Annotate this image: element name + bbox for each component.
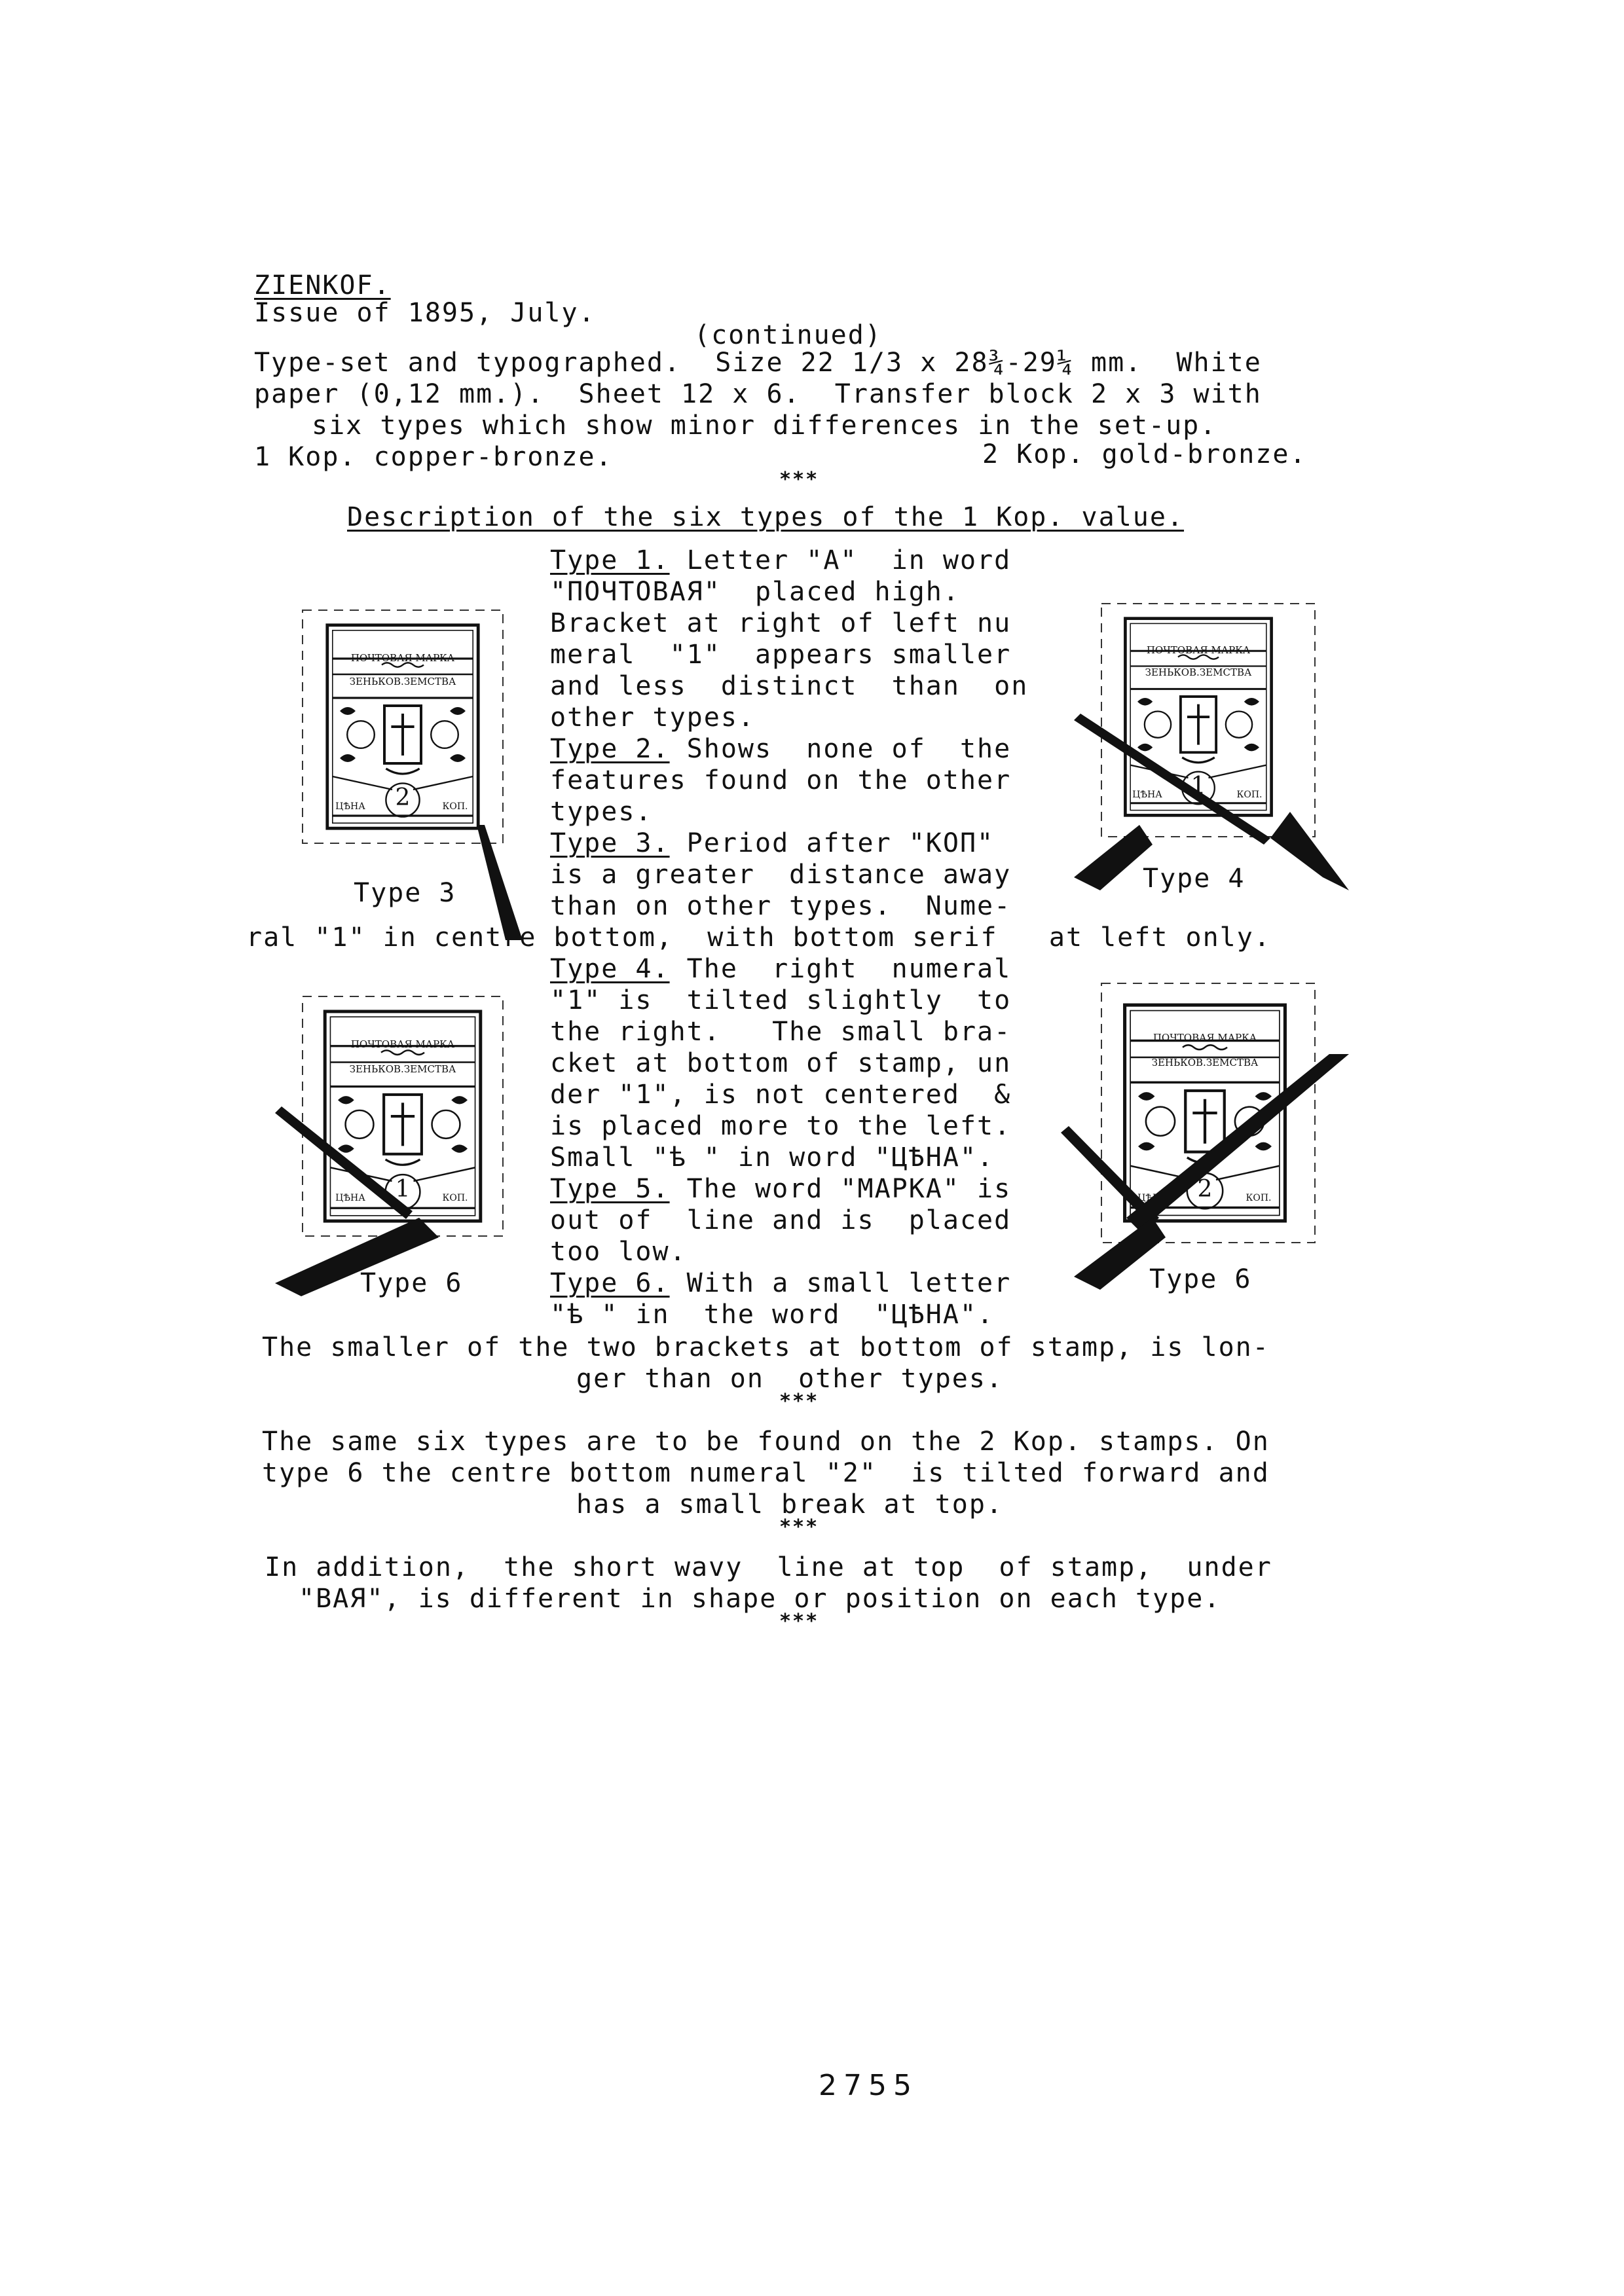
kop2-line: The same six types are to be found on the 2 Kop. stamps. On <box>262 1427 1270 1457</box>
intro-line: Type-set and typographed. Size 22 1/3 x 28¾-29¼ mm. White <box>254 348 1262 378</box>
stamp-top-text: ПОЧТОВАЯ МАРКА <box>1153 1032 1257 1044</box>
figure-caption: Type 6 <box>360 1268 463 1298</box>
type-desc-line <box>550 545 1011 576</box>
type-desc-line: and less distinct than on <box>550 671 1029 701</box>
stamp-mid-text: ЗЕНЬКОВ.ЗЕМСТВА <box>349 1063 456 1075</box>
separator: *** <box>779 468 819 491</box>
type-text: Period after "КОП" <box>669 828 995 858</box>
type-desc-line: is a greater distance away <box>550 860 1012 890</box>
type-desc-line <box>550 733 1011 765</box>
type-desc-line: ral "1" in centre bottom, with bottom serif at left only. <box>246 922 1271 953</box>
type-text: With a small letter <box>669 1268 1012 1298</box>
stamp-top-text: ПОЧТОВАЯ МАРКА <box>1146 644 1251 656</box>
stamp-right-word: КОП. <box>1236 790 1263 800</box>
type-text: The word "МАРКА" is <box>669 1174 1012 1204</box>
stamp-numeral: 2 <box>395 784 411 811</box>
separator: *** <box>779 1390 819 1413</box>
type-desc-line: ger than on other types. <box>576 1364 1004 1394</box>
stamp-left-word: ЦѢНА <box>335 801 365 812</box>
figure-caption: Type 6 <box>1149 1264 1252 1294</box>
type-desc-line: "1" is tilted slightly to <box>550 985 1012 1015</box>
type-desc-line: meral "1" appears smaller <box>550 640 1012 670</box>
addition-line: In addition, the short wavy line at top of stamp, under <box>265 1552 1272 1582</box>
type-desc-line: too low. <box>550 1237 687 1267</box>
stamp-mid-text: ЗЕНЬКОВ.ЗЕМСТВА <box>1145 666 1252 678</box>
type-text: The right numeral <box>669 954 1012 984</box>
pointer-arrow <box>471 825 524 943</box>
stamp-numeral: 2 <box>1197 1176 1213 1203</box>
separator: *** <box>779 1610 819 1633</box>
stamp-left-word: ЦѢНА <box>1132 790 1162 800</box>
type-desc-line: der "1", is not centered & <box>550 1080 1012 1110</box>
stamp-left-word: ЦѢНА <box>335 1193 365 1203</box>
intro-line: 2 Kop. gold-bronze. <box>982 439 1307 469</box>
kop2-line: has a small break at top. <box>576 1489 1004 1520</box>
type-desc-line <box>550 828 994 859</box>
intro-line: 1 Kop. copper-bronze. <box>254 442 613 472</box>
type-desc-line <box>550 1267 1011 1299</box>
type-desc-line: the right. The small bra- <box>550 1017 1012 1047</box>
stamp-right-word: КОП. <box>442 1193 468 1203</box>
intro-line: paper (0,12 mm.). Sheet 12 x 6. Transfer block 2 x 3 with <box>254 379 1262 409</box>
section-heading: Description of the six types of the 1 Kop. value. <box>347 502 1185 532</box>
continued-note: (continued) <box>694 320 882 350</box>
stamp-numeral: 1 <box>1190 773 1206 799</box>
type-desc-line: Small "ѣ " in word "ЦѢНА". <box>550 1142 995 1173</box>
type-desc-line: The smaller of the two brackets at bottom of stamp, is lon- <box>262 1332 1270 1362</box>
pointer-cross <box>1061 1054 1349 1290</box>
stamp-mid-text: ЗЕНЬКОВ.ЗЕМСТВА <box>1151 1057 1259 1068</box>
type-desc-line: Bracket at right of left nu <box>550 608 1012 638</box>
type-text: Letter "A" in word <box>669 545 1012 575</box>
intro-line: six types which show minor differences in the set-up. <box>312 410 1217 441</box>
type-desc-line: out of line and is placed <box>550 1205 1012 1235</box>
type-label: Type 1. <box>550 545 670 575</box>
type-desc-line: other types. <box>550 702 755 733</box>
stamp-mid-text: ЗЕНЬКОВ.ЗЕМСТВА <box>349 676 456 687</box>
type-label: Type 2. <box>550 734 670 764</box>
separator: *** <box>779 1516 819 1539</box>
stamp-right-word: КОП. <box>442 801 468 812</box>
kop2-line: type 6 the centre bottom numeral "2" is tilted forward and <box>262 1458 1270 1488</box>
stamp-top-text: ПОЧТОВАЯ МАРКА <box>350 1038 455 1050</box>
type-desc-line: cket at bottom of stamp, un <box>550 1048 1012 1078</box>
type-label: Type 3. <box>550 828 670 858</box>
type-desc-line: than on other types. Nume- <box>550 891 1012 921</box>
type-label: Type 6. <box>550 1268 670 1298</box>
page-title: ZIENKOF. <box>254 270 391 301</box>
stamp-top-text: ПОЧТОВАЯ МАРКА <box>350 652 455 664</box>
type-desc-line: is placed more to the left. <box>550 1111 1012 1141</box>
type-desc-line <box>550 953 1011 985</box>
type-label: Type 5. <box>550 1174 670 1204</box>
type-desc-line: features found on the other <box>550 765 1012 795</box>
page-number: 2755 <box>819 2069 918 2102</box>
figure-caption: Type 3 <box>354 878 456 908</box>
type-desc-line: types. <box>550 797 653 827</box>
stamp-figure-type3 <box>301 609 504 845</box>
addition-line: "ВАЯ", is different in shape or position on each type. <box>299 1584 1221 1614</box>
type-desc-line: "ѣ " in the word "ЦѢНА". <box>550 1300 995 1330</box>
figure-caption: Type 4 <box>1143 864 1246 894</box>
type-label: Type 4. <box>550 954 670 984</box>
type-desc-line: "ПОЧТОВАЯ" placed high. <box>550 577 960 607</box>
type-text: Shows none of the <box>669 734 1012 764</box>
type-desc-line <box>550 1173 1011 1205</box>
stamp-right-word: КОП. <box>1246 1193 1272 1203</box>
issue-date: Issue of 1895, July. <box>254 298 596 328</box>
stamp-numeral: 1 <box>395 1176 411 1203</box>
